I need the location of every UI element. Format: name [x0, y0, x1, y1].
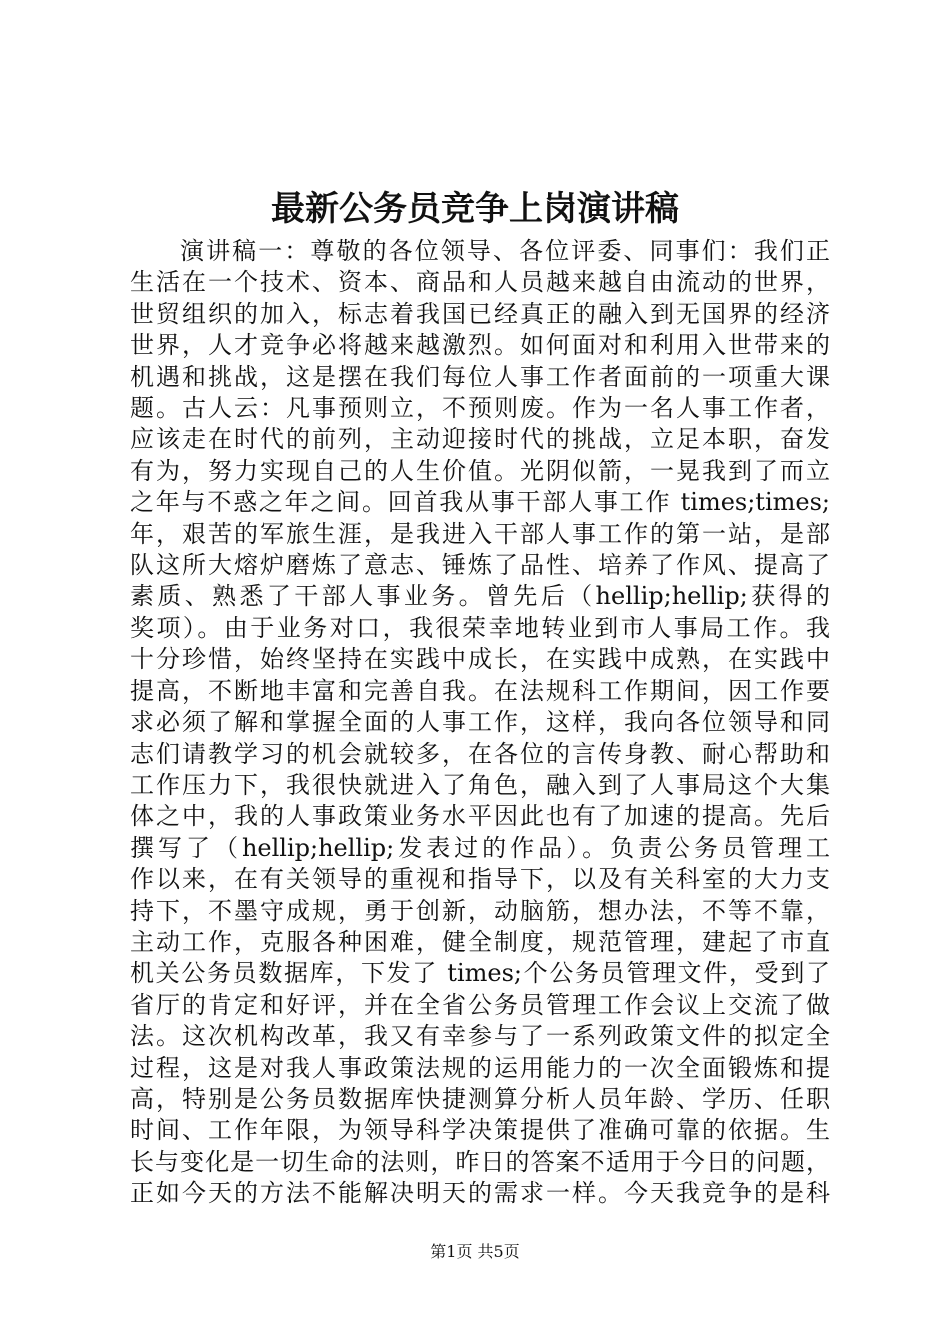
body-line: 年，艰苦的军旅生涯，是我进入干部人事工作的第一站，是部 — [130, 519, 830, 548]
body-line: 过程，这是对我人事政策法规的运用能力的一次全面锻炼和提 — [130, 1053, 830, 1082]
body-line: 工作压力下，我很快就进入了角色，融入到了人事局这个大集 — [130, 770, 830, 799]
body-line: 演讲稿一：尊敬的各位领导、各位评委、同事们：我们正 — [180, 237, 830, 265]
body-line: 体之中，我的人事政策业务水平因此也有了加速的提高。先后 — [130, 802, 830, 831]
body-line: 正如今天的方法不能解决明天的需求一样。今天我竞争的是科 — [130, 1179, 830, 1208]
body-line: 有为，努力实现自己的人生价值。光阴似箭，一晃我到了而立 — [130, 456, 830, 485]
body-line: 法。这次机构改革，我又有幸参与了一系列政策文件的拟定全 — [130, 1022, 830, 1051]
body-line: 时间、工作年限，为领导科学决策提供了准确可靠的依据。生 — [130, 1116, 830, 1145]
body-line: 省厅的肯定和好评，并在全省公务员管理工作会议上交流了做 — [130, 990, 830, 1019]
body-line: 应该走在时代的前列，主动迎接时代的挑战，立足本职，奋发 — [130, 425, 830, 454]
page-number-footer: 第1页 共5页 — [430, 1242, 520, 1261]
body-line: 生活在一个技术、资本、商品和人员越来越自由流动的世界， — [130, 268, 830, 297]
document-body — [130, 236, 830, 1210]
body-line: 提高，不断地丰富和完善自我。在法规科工作期间，因工作要 — [130, 676, 830, 705]
body-line: 队这所大熔炉磨炼了意志、锤炼了品性、培养了作风、提高了 — [130, 551, 830, 580]
body-line: 素质、熟悉了干部人事业务。曾先后（hellip;hellip;获得的 — [130, 582, 830, 611]
body-line: 撰写了（hellip;hellip;发表过的作品）。负责公务员管理工 — [130, 833, 830, 862]
body-line: 世界，人才竞争必将越来越激烈。如何面对和利用入世带来的 — [130, 331, 830, 360]
body-line: 持下，不墨守成规，勇于创新，动脑筋，想办法，不等不靠， — [130, 896, 830, 925]
body-line: 奖项）。由于业务对口，我很荣幸地转业到市人事局工作。我 — [130, 613, 830, 642]
body-line: 十分珍惜，始终坚持在实践中成长，在实践中成熟，在实践中 — [130, 645, 830, 674]
body-line: 长与变化是一切生命的法则，昨日的答案不适用于今日的问题， — [130, 1147, 830, 1176]
body-line: 机关公务员数据库，下发了 times;个公务员管理文件，受到了 — [130, 959, 830, 988]
body-line: 主动工作，克服各种困难，健全制度，规范管理，建起了市直 — [130, 927, 830, 956]
body-line: 世贸组织的加入，标志着我国已经真正的融入到无国界的经济 — [130, 299, 830, 328]
body-line: 求必须了解和掌握全面的人事工作，这样，我向各位领导和同 — [130, 708, 830, 737]
body-line: 作以来，在有关领导的重视和指导下，以及有关科室的大力支 — [130, 865, 830, 894]
body-line: 题。古人云：凡事预则立，不预则废。作为一名人事工作者， — [130, 394, 830, 423]
body-line: 高，特别是公务员数据库快捷测算分析人员年龄、学历、任职 — [130, 1084, 830, 1113]
body-line: 之年与不惑之年之间。回首我从事干部人事工作 times;times; — [130, 488, 830, 517]
document-title: 最新公务员竞争上岗演讲稿 — [271, 189, 679, 229]
body-line: 志们请教学习的机会就较多，在各位的言传身教、耐心帮助和 — [130, 739, 830, 768]
body-line: 机遇和挑战，这是摆在我们每位人事工作者面前的一项重大课 — [130, 362, 830, 391]
